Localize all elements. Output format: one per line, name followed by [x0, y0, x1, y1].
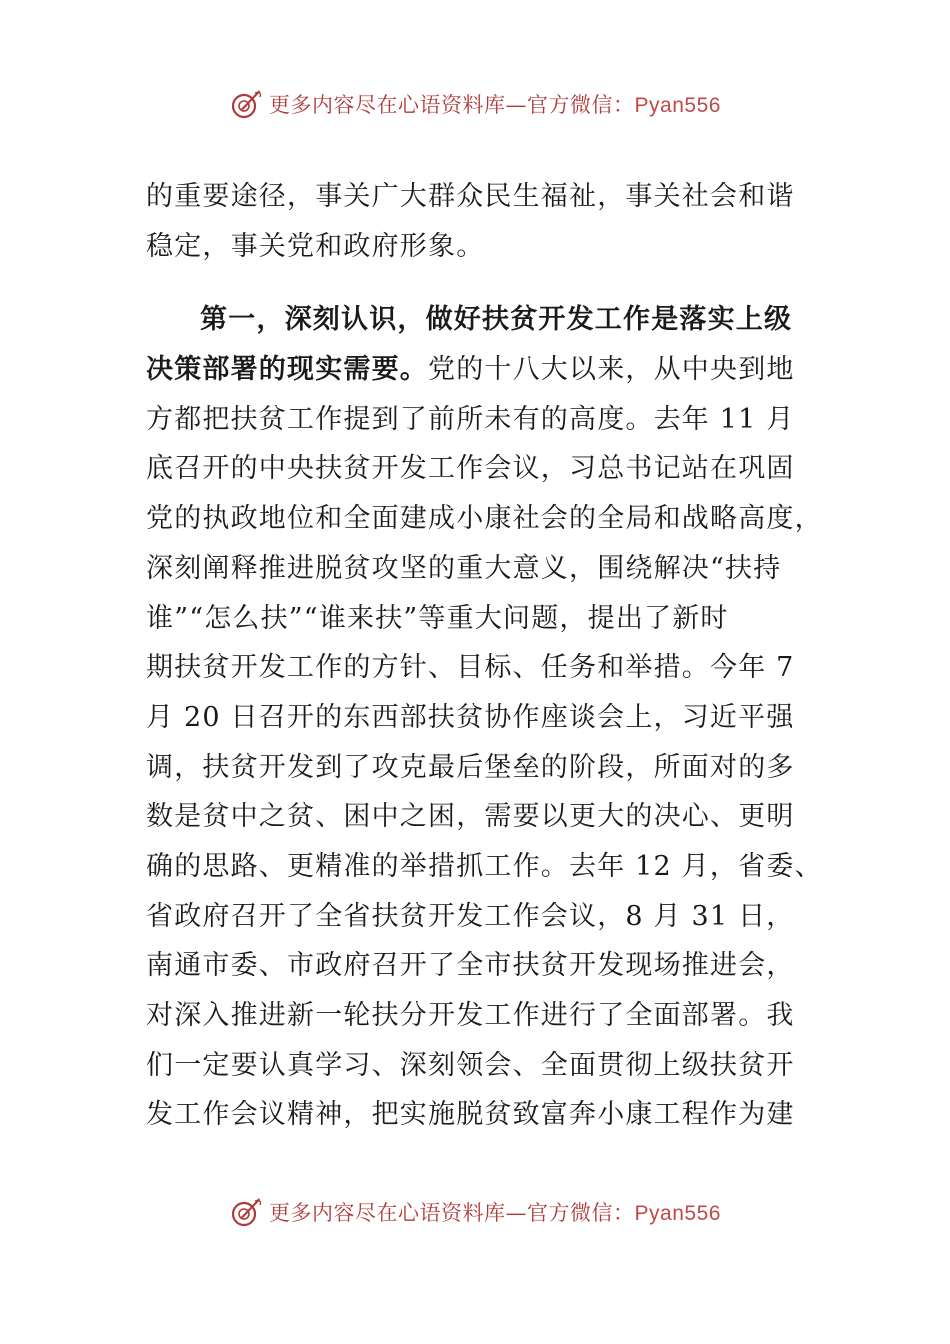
banner-text: 更多内容尽在心语资料库—官方微信：Pyan556	[269, 93, 721, 117]
text-line: 们一定要认真学习、深刻领会、全面贯彻上级扶贫开	[146, 1049, 795, 1081]
section-heading-continued: 决策部署的现实需要。	[146, 354, 428, 386]
footer-banner	[0, 1192, 950, 1232]
text-line: 的重要途径，事关广大群众民生福祉，事关社会和谐	[146, 181, 795, 212]
text-line: 底召开的中央扶贫开发工作会议，习总书记站在巩固	[146, 453, 795, 485]
text-line: 稳定，事关党和政府形象。	[146, 230, 485, 262]
text-line: 发工作会议精神，把实施脱贫致富奔小康工程作为建	[146, 1099, 795, 1131]
text-line: 省政府召开了全省扶贫开发工作会议，8 月 31 日，	[146, 900, 795, 932]
text-line: 调，扶贫开发到了攻克最后堡垒的阶段，所面对的多	[146, 751, 795, 783]
text-line: 党的执政地位和全面建成小康社会的全局和战略高度，	[146, 503, 823, 535]
text-line: 方都把扶贫工作提到了前所未有的高度。去年 11 月	[146, 403, 795, 435]
text-line: 决策部署的现实需要。党的十八大以来，从中央到地	[146, 354, 795, 386]
text-line: 对深入推进新一轮扶分开发工作进行了全面部署。我	[146, 1000, 795, 1031]
document-body	[146, 172, 826, 1140]
quill-logo-icon	[229, 87, 263, 121]
text-line: 期扶贫开发工作的方针、目标、任务和举措。今年 7	[146, 652, 795, 684]
text-line: 谁”“怎么扶”“谁来扶”等重大问题，提出了新时	[146, 602, 729, 634]
banner-text: 更多内容尽在心语资料库—官方微信：Pyan556	[269, 1201, 721, 1225]
quill-logo-icon	[229, 1195, 263, 1229]
text-line: 月 20 日召开的东西部扶贫协作座谈会上，习近平强	[146, 701, 795, 733]
section-heading: 第一，深刻认识，做好扶贫开发工作是落实上级	[200, 304, 793, 336]
text-line: 深刻阐释推进脱贫攻坚的重大意义，围绕解决“扶持	[146, 552, 782, 584]
text-line: 数是贫中之贫、困中之困，需要以更大的决心、更明	[146, 801, 795, 833]
text-line: 南通市委、市政府召开了全市扶贫开发现场推进会，	[146, 950, 795, 982]
text-line: 确的思路、更精准的举措抓工作。去年 12 月，省委、	[146, 850, 823, 882]
header-banner	[0, 84, 950, 124]
